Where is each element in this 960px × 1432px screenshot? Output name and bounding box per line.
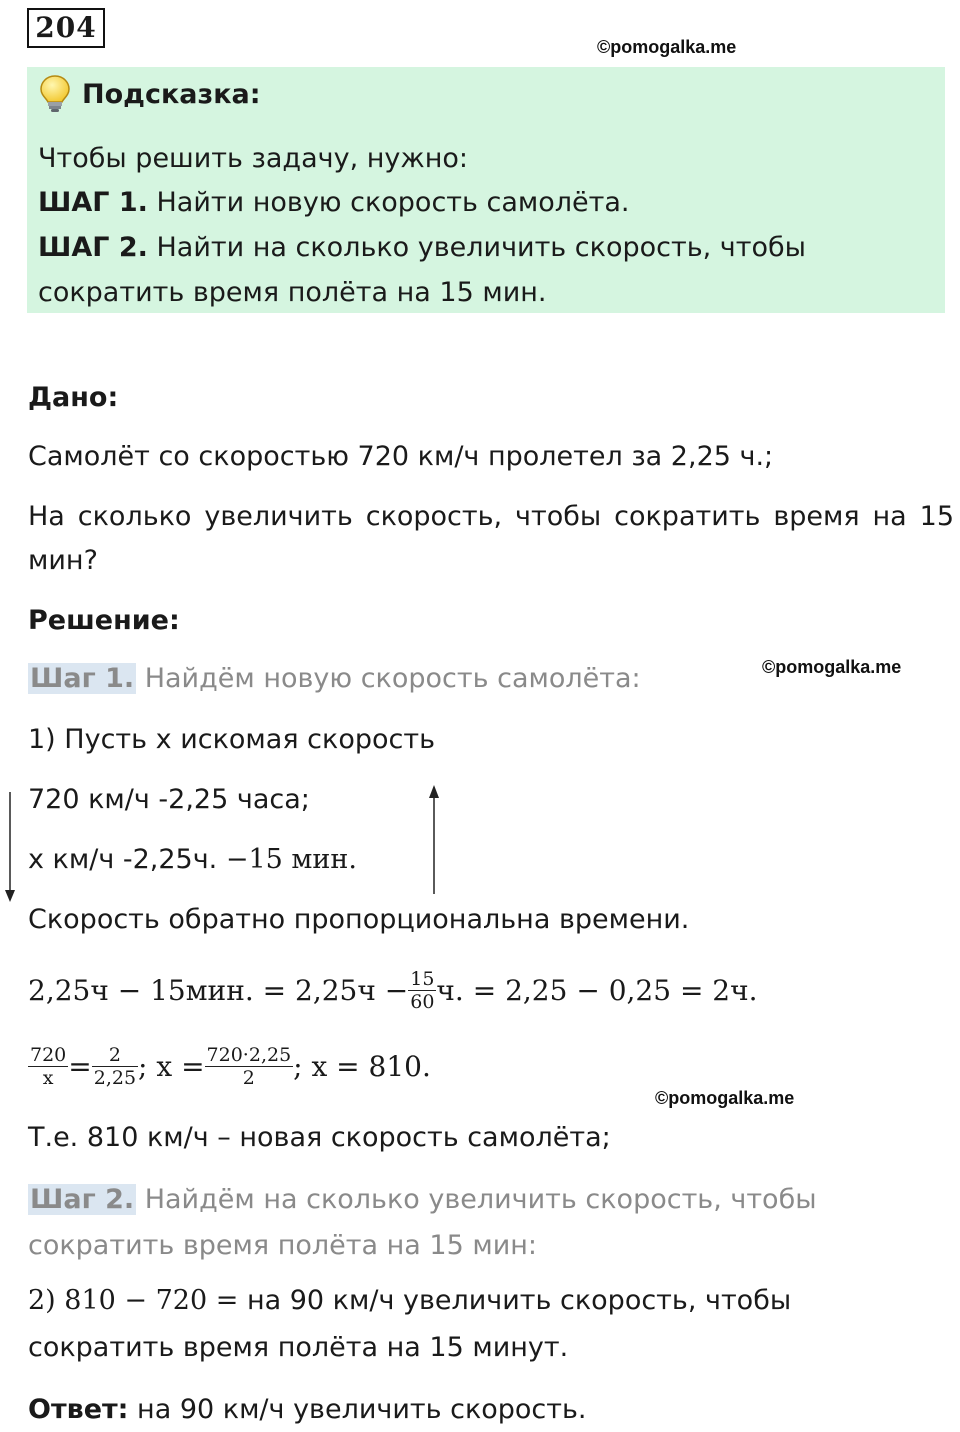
solution-item1: 1) Пусть x искомая скорость [28, 724, 435, 755]
result-1: Т.е. 810 км/ч – новая скорость самолёта; [28, 1122, 611, 1153]
item2-text-cont: сократить время полёта на 15 минут. [28, 1332, 569, 1363]
hint-step2-label: ШАГ 2. [38, 232, 148, 263]
given-heading: Дано: [28, 382, 119, 413]
proportion-line2-b: −15 мин. [217, 844, 357, 875]
hint-step1 [38, 186, 630, 220]
watermark: ©pomogalka.me [597, 37, 737, 57]
lightbulb-icon [38, 74, 72, 114]
eq2-frac3-den: 2 [242, 1066, 255, 1089]
step1-label: Шаг 1. [30, 663, 135, 694]
eq2-equals: = [68, 1049, 92, 1083]
answer-label: Ответ: [28, 1394, 129, 1425]
eq2-frac1-den: x [42, 1066, 54, 1089]
hint-step1-label: ШАГ 1. [38, 187, 148, 218]
eq2-frac1-num: 720 [30, 1043, 67, 1066]
step2-text-cont: сократить время полёта на 15 мин: [28, 1230, 537, 1261]
hint-intro: Чтобы решить задачу, нужно: [38, 143, 468, 174]
inverse-note: Скорость обратно пропорциональна времени. [28, 904, 690, 935]
step2-label: Шаг 2. [30, 1184, 135, 1215]
item2-text: на 90 км/ч увеличить скорость, чтобы [246, 1285, 792, 1316]
eq1-right: ч. = 2,25 − 0,25 = 2ч. [436, 973, 758, 1007]
solution-item2 [28, 1284, 791, 1318]
given-line2-cont: мин? [28, 545, 98, 576]
equation-2 [28, 1034, 431, 1098]
eq2-fraction-3 [205, 1044, 294, 1089]
arrow-down-icon [0, 790, 20, 905]
hint-step2-cont: сократить время полёта на 15 мин. [38, 277, 547, 308]
given-line1: Самолёт со скоростью 720 км/ч пролетел за 2,25 ч.; [28, 441, 774, 472]
proportion-line2 [28, 843, 357, 877]
given-line2: На сколько увеличить скорость, чтобы сократить время на 15 [28, 501, 954, 532]
eq2-fraction-2 [92, 1044, 138, 1089]
eq1-fraction [408, 968, 436, 1013]
eq2-frac3-num: 720·2,25 [206, 1043, 292, 1066]
eq1-left: 2,25ч − 15мин. = 2,25ч − [28, 973, 409, 1007]
answer-text: на 90 км/ч увеличить скорость. [128, 1394, 587, 1425]
step2-text: Найдём на сколько увеличить скорость, чтобы [136, 1184, 817, 1215]
watermark: ©pomogalka.me [762, 657, 902, 677]
equation-1 [28, 958, 758, 1022]
eq1-frac-den: 60 [410, 990, 435, 1013]
eq2-fraction-1 [28, 1044, 68, 1089]
eq1-frac-num: 15 [410, 967, 435, 990]
answer [28, 1393, 587, 1427]
solution-step1 [28, 662, 641, 696]
hint-title: Подсказка: [82, 79, 261, 110]
eq2-mid: ; x = [138, 1049, 205, 1083]
eq2-frac2-den: 2,25 [93, 1066, 137, 1089]
eq2-end: ; x = 810. [293, 1049, 431, 1083]
watermark: ©pomogalka.me [655, 1088, 795, 1108]
proportion-line1: 720 км/ч -2,25 часа; [28, 784, 310, 815]
hint-step2-text: Найти на сколько увеличить скорость, чтобы [147, 232, 806, 263]
hint-step1-text: Найти новую скорость самолёта. [147, 187, 630, 218]
solution-heading: Решение: [28, 605, 180, 636]
solution-step2 [28, 1183, 817, 1217]
arrow-up-icon [424, 782, 444, 896]
hint-step2 [38, 231, 806, 265]
step1-text: Найдём новую скорость самолёта: [136, 663, 641, 694]
item2-math: 2) 810 − 720 = [28, 1285, 247, 1316]
eq2-frac2-num: 2 [92, 1044, 138, 1067]
task-number: 204 [27, 8, 105, 48]
proportion-line2-a: x км/ч -2,25ч. [28, 844, 218, 875]
